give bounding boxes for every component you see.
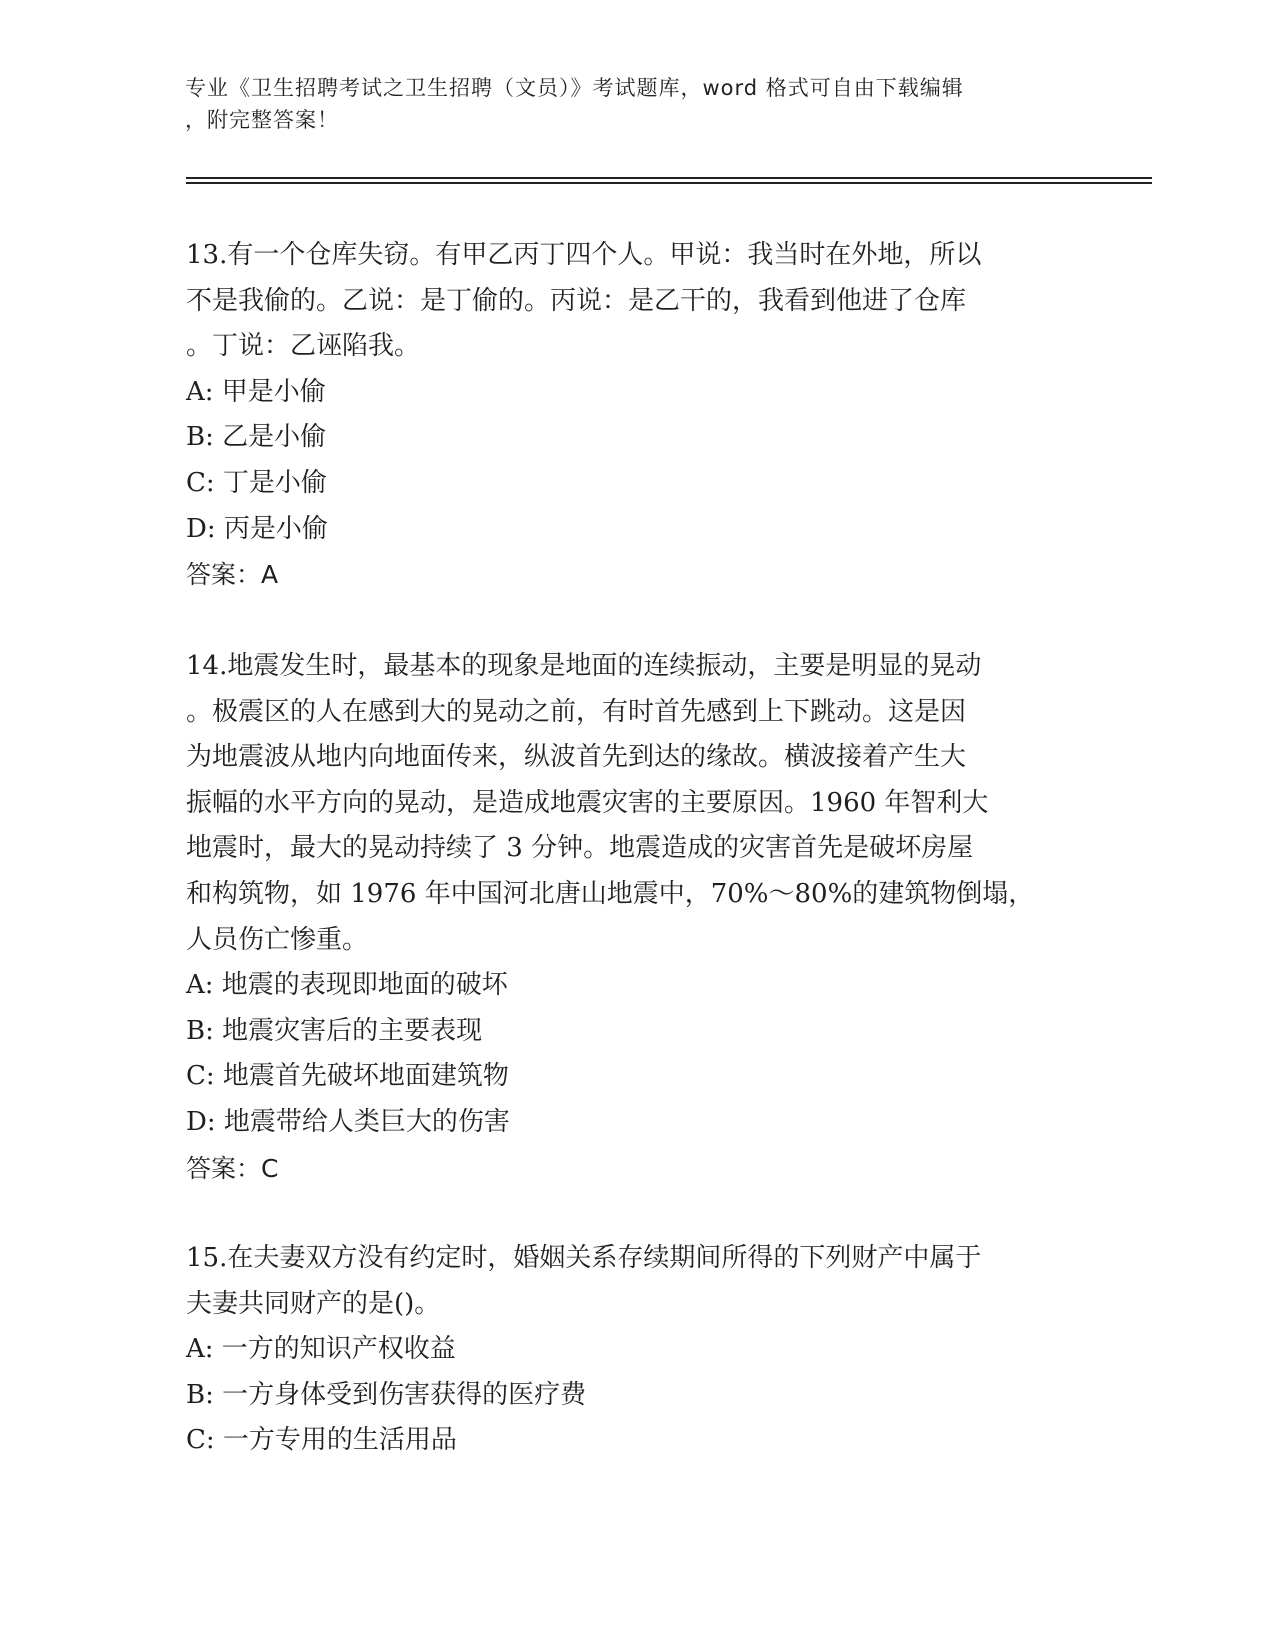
option-d: D: 地震带给人类巨大的伤害 (186, 1106, 510, 1137)
question-text-line: 人员伤亡惨重。 (186, 924, 369, 955)
question-text-line: 地震时，最大的晃动持续了 3 分钟。地震造成的灾害首先是破坏房屋 (186, 833, 974, 864)
answer-line: 答案：A (186, 560, 279, 590)
question-15 (186, 1236, 1086, 1464)
question-14 (186, 644, 1086, 1191)
question-text-line: 为地震波从地内向地面传来，纵波首先到达的缘故。横波接着产生大 (186, 742, 967, 773)
answer-line: 答案：C (186, 1153, 279, 1183)
header-divider-top (186, 177, 1152, 179)
question-text-line: 13.有一个仓库失窃。有甲乙丙丁四个人。甲说：我当时在外地，所以 (186, 240, 982, 270)
option-b: B: 乙是小偷 (186, 422, 327, 453)
header-divider-bottom (186, 182, 1152, 184)
option-a: A: 一方的知识产权收益 (186, 1334, 456, 1365)
question-text-line: 夫妻共同财产的是()。 (186, 1288, 441, 1319)
question-text-line: 。极震区的人在感到大的晃动之前，有时首先感到上下跳动。这是因 (186, 696, 967, 727)
question-text-line: 14.地震发生时，最基本的现象是地面的连续振动，主要是明显的晃动 (186, 651, 982, 681)
option-c: C: 丁是小偷 (186, 467, 327, 498)
question-text-line: 振幅的水平方向的晃动，是造成地震灾害的主要原因。1960 年智利大 (186, 787, 989, 818)
question-13 (186, 233, 1086, 598)
header-line: 专业《卫生招聘考试之卫生招聘（文员）》考试题库，word 格式可自由下载编辑 (185, 76, 964, 100)
option-b: B: 一方身体受到伤害获得的医疗费 (186, 1379, 587, 1410)
option-a: A: 地震的表现即地面的破坏 (186, 970, 508, 1001)
option-c: C: 一方专用的生活用品 (186, 1425, 457, 1456)
question-text-line: 。丁说：乙诬陷我。 (186, 331, 421, 362)
option-a: A: 甲是小偷 (186, 376, 326, 407)
header-line: ，附完整答案！ (185, 108, 339, 132)
option-b: B: 地震灾害后的主要表现 (186, 1015, 483, 1046)
option-c: C: 地震首先破坏地面建筑物 (186, 1061, 509, 1092)
question-text-line: 不是我偷的。乙说：是丁偷的。丙说：是乙干的，我看到他进了仓库 (186, 285, 967, 316)
question-text-line: 和构筑物，如 1976 年中国河北唐山地震中，70%～80%的建筑物倒塌， (186, 878, 1035, 909)
option-d: D: 丙是小偷 (186, 513, 328, 544)
question-text-line: 15.在夫妻双方没有约定时，婚姻关系存续期间所得的下列财产中属于 (186, 1243, 982, 1273)
document-header (185, 72, 1065, 136)
